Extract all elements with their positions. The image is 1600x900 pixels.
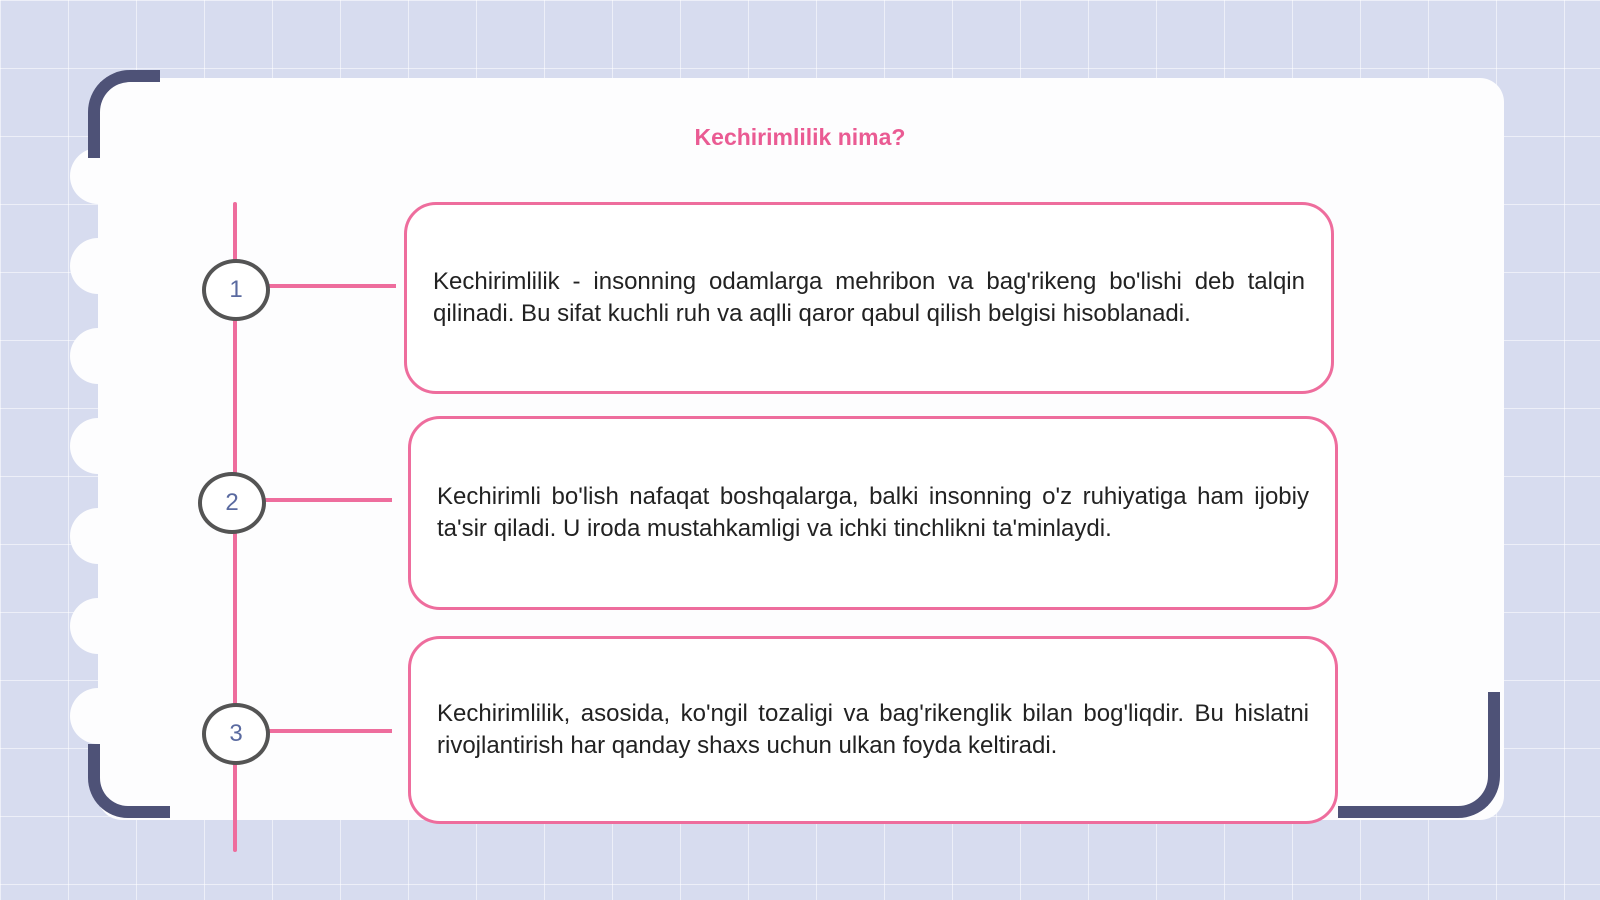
step-text: Kechirimli bo'lish nafaqat boshqalarga, balki insonning o'z ruhiyatiga ham ijobiy ta'sir qiladi. U iroda mustahkamligi va ichki tinchlikni ta'minlaydi. — [437, 483, 1309, 542]
step-text-box — [404, 202, 1334, 394]
step-connector — [262, 498, 392, 502]
step-text-box — [408, 636, 1338, 824]
step-connector — [266, 284, 396, 288]
slide-title: Kechirimlilik nima? — [694, 124, 906, 150]
notebook-edge-notch — [70, 328, 126, 384]
step-number-badge: 2 — [198, 472, 266, 534]
notebook-edge-notch — [70, 598, 126, 654]
frame-corner-top-left — [88, 70, 160, 158]
step-number-badge: 3 — [202, 703, 270, 765]
step-text: Kechirimlilik - insonning odamlarga mehribon va bag'rikeng bo'lishi deb talqin qilinadi. Bu sifat kuchli ruh va aqlli qaror qabul qilish belgisi hisoblanadi. — [433, 268, 1305, 327]
step-number-badge: 1 — [202, 259, 270, 321]
step-text: Kechirimlilik, asosida, ko'ngil tozaligi va bag'rikenglik bilan bog'liqdir. Bu hislatni rivojlantirish har qanday shaxs uchun ulkan foyda keltiradi. — [437, 700, 1309, 759]
notebook-edge-notch — [70, 688, 126, 744]
notebook-edge-notch — [70, 418, 126, 474]
step-text-box — [408, 416, 1338, 610]
step-connector — [266, 729, 392, 733]
notebook-edge-notch — [70, 238, 126, 294]
frame-corner-bottom-left — [88, 744, 170, 818]
frame-corner-bottom-right — [1338, 692, 1500, 818]
notebook-edge-notch — [70, 508, 126, 564]
